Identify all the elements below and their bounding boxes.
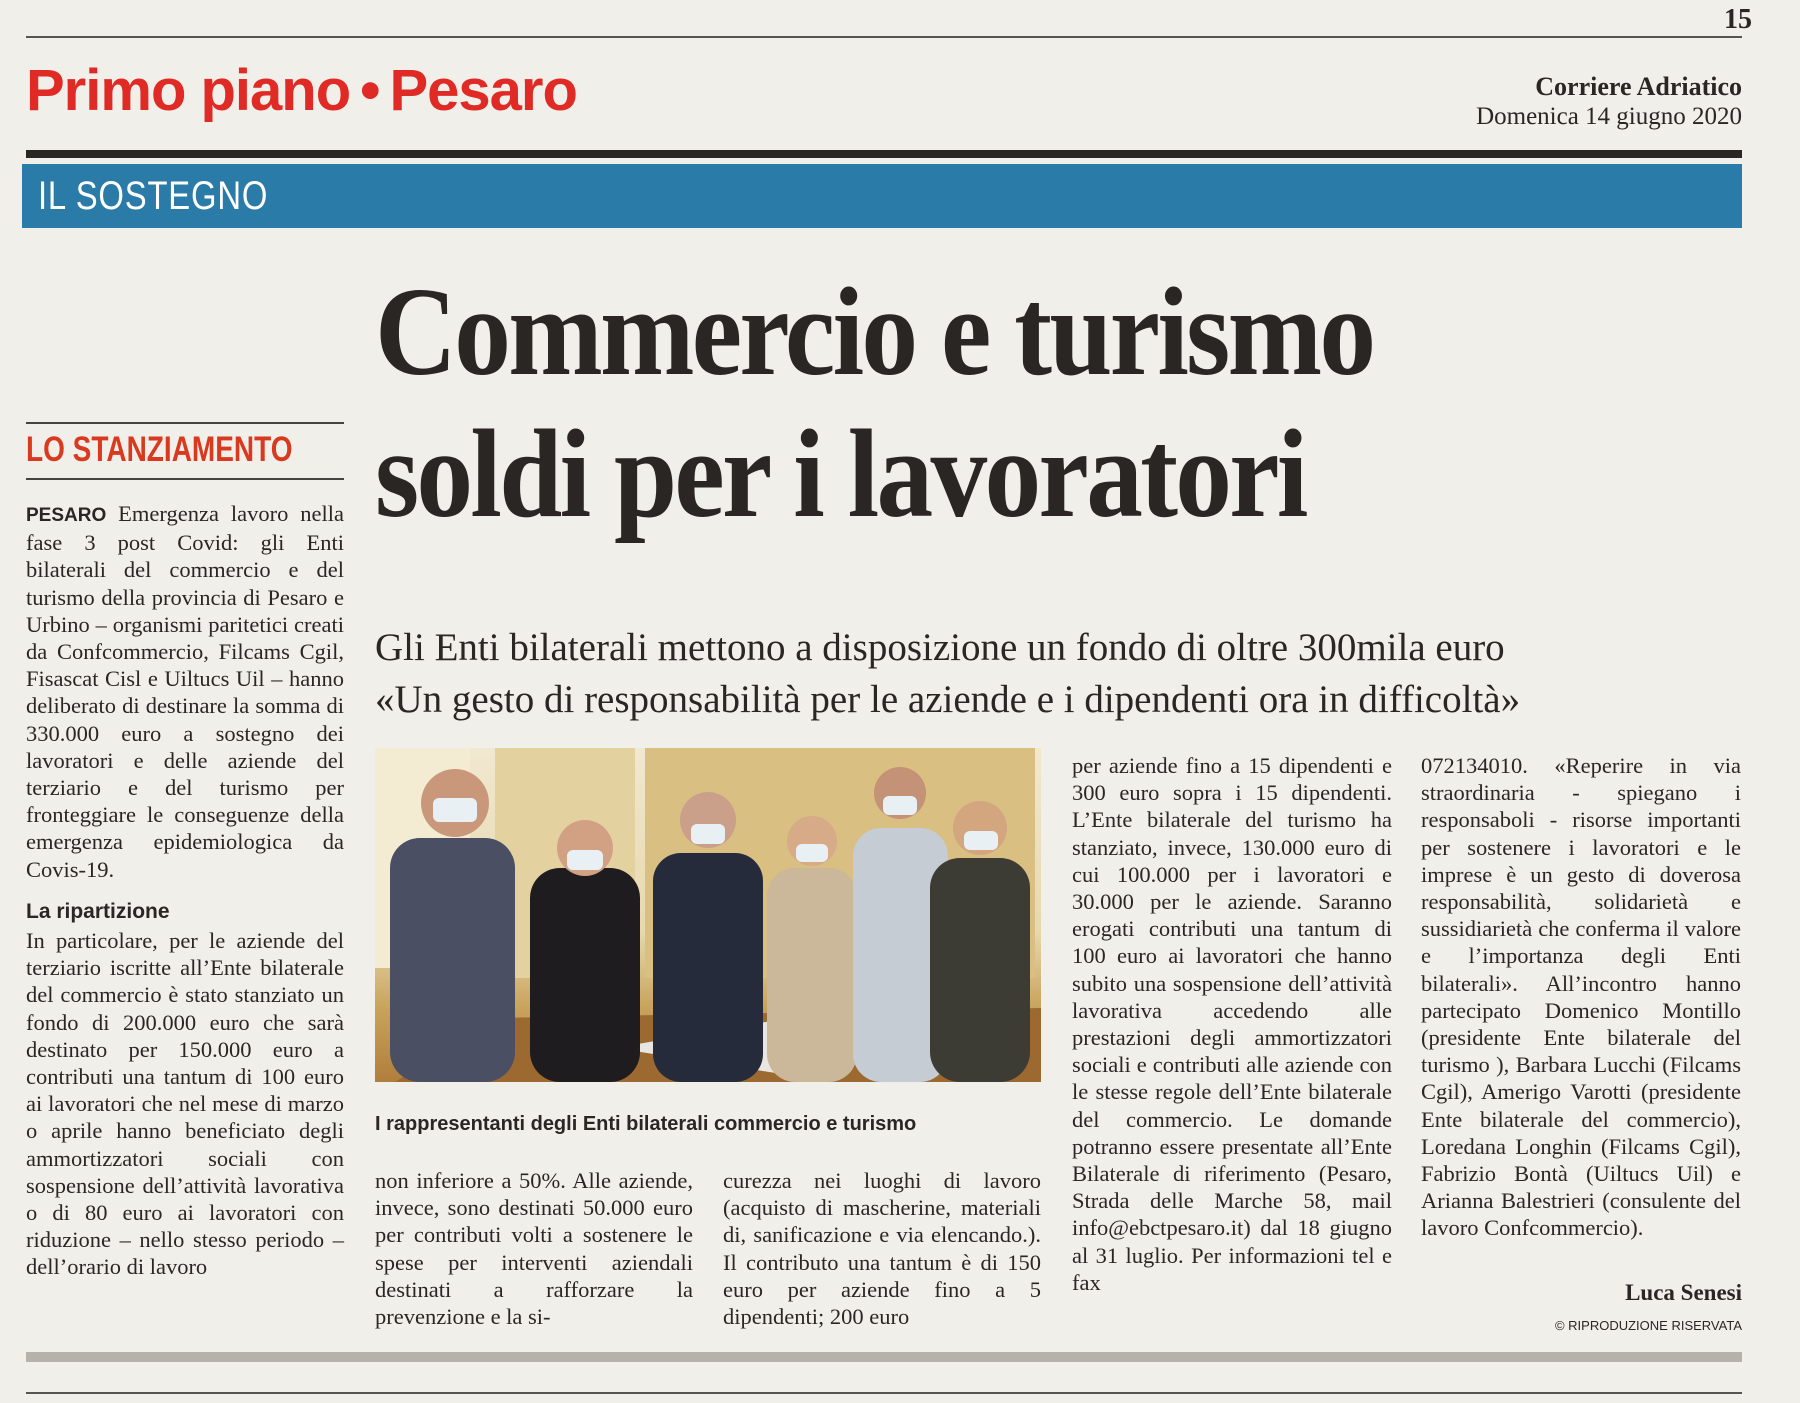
column-1-text: In particolare, per le aziende del terziario iscritte all’Ente bilaterale del commercio è stato stanziato un fondo di 200.000 euro che sarà destinato per 150.000 euro a contributi una tantum di 100 euro ai lavoratori che nel mese di marzo o aprile hanno beneficiato degli ammortizzatori sociali con sospensione dell’attività lavorativa o di 80 euro ai lavoratori con riduzione – nello stesso periodo – dell’orario di lavoro xyxy=(26,928,344,1280)
copyright-notice: © RIPRODUZIONE RISERVATA xyxy=(1554,1318,1742,1333)
photo-person xyxy=(390,838,515,1082)
section-header xyxy=(26,56,577,126)
article-subheading: La ripartizione xyxy=(26,899,170,923)
bottom-rule xyxy=(26,1352,1742,1362)
subheadline xyxy=(375,622,1520,726)
section-separator: • xyxy=(360,58,380,123)
photo-caption: I rappresentanti degli Enti bilaterali commercio e turismo xyxy=(375,1113,917,1135)
article-column-3: curezza nei luoghi di lavoro (acquisto di mascherine, materiali di, sanificazione e via elencando.). Il contributo una tantum è di 150 euro per aziende fino a 5 dipendenti; 200 euro xyxy=(723,1168,1041,1330)
intro-paragraph xyxy=(26,500,344,883)
side-label: LO STANZIAMENTO xyxy=(26,430,293,469)
side-label-rule-bottom xyxy=(26,478,344,480)
photo-person xyxy=(767,868,857,1082)
page-number: 15 xyxy=(1724,4,1752,35)
side-label-rule-top xyxy=(26,422,344,424)
article-column-4: per aziende fino a 15 dipendenti e 300 euro sopra i 15 dipendenti. L’Ente bilaterale del turismo ha stanziato, invece, 130.000 euro di cui 100.000 per i lavoratori e 30.000 per le aziende. Saranno erogati contributi una tantum di 100 euro ai lavoratori che hanno subito una sospensione dell’attività lavorativa accedendo alle prestazioni degli ammortizzatori sociali e contributi alle aziende con le stesse regole dell’Ente bilaterale del commercio. Le domande potranno essere presentate all’Ente Bilaterale di riferimento (Pesaro, Strada delle Marche 58, mail info@ebctpesaro.it) dal 18 giugno al 31 luglio. Per informazioni tel e fax xyxy=(1072,753,1392,1295)
photo-person xyxy=(653,853,763,1082)
publication-name: Corriere Adriatico xyxy=(1535,72,1742,101)
section-name: Primo piano xyxy=(26,58,351,123)
publication-date: Domenica 14 giugno 2020 xyxy=(1476,103,1742,130)
section-city: Pesaro xyxy=(389,58,577,123)
subhead-line-2: «Un gesto di responsabilità per le aziende e i dipendenti ora in difficoltà» xyxy=(375,678,1521,721)
intro-text: Emergenza lavoro nella fase 3 post Covid: gli Enti bilaterali del commercio e del turismo della provincia di Pesaro e Urbino – organismi paritetici creati da Confcommercio, Filcams Cgil, Fisascat Cisl e Uiltucs Uil – hanno deliberato di destinare la somma di 330.000 euro a sostegno dei lavoratori e delle aziende del terziario e del turismo per fronteggiare le conseguenze della emergenza epidemiologica da Covis-19. xyxy=(26,501,344,882)
header-rule xyxy=(26,150,1742,158)
bottom-rule-thin xyxy=(26,1392,1742,1394)
photo-person xyxy=(530,868,640,1082)
article-column-1 xyxy=(26,500,344,1281)
photo-illustration xyxy=(375,748,1041,1082)
photo-person xyxy=(930,858,1030,1082)
dateline: PESARO xyxy=(26,505,107,526)
headline-line-2: soldi per i lavoratori xyxy=(375,405,1306,544)
category-label: IL SOSTEGNO xyxy=(38,174,269,218)
article-column-2: non inferiore a 50%. Alle aziende, invece, sono destinati 50.000 euro per contributi volti a sostenere le spese per interventi aziendali destinati a rafforzare la prevenzione e la si- xyxy=(375,1168,693,1330)
byline: Luca Senesi xyxy=(1625,1280,1742,1305)
headline-line-1: Commercio e turismo xyxy=(375,263,1374,402)
article-photo xyxy=(375,748,1041,1082)
article-column-5: 072134010. «Reperire in via straordinaria - spiegano i responsaboli - risorse importanti per sostenere i lavoratori e le imprese è un gesto di doverosa responsabilità, solidarietà e sussidiarietà che conferma il valore e l’importanza degli Enti bilaterali». All’incontro hanno partecipato Domenico Montillo (presidente Ente bilaterale del turismo ), Barbara Lucchi (Filcams Cgil), Amerigo Varotti (presidente Ente bilaterale del commercio), Loredana Longhin (Filcams Cgil), Fabrizio Bontà (Uiltucs Uil) e Arianna Balestrieri (consulente del lavoro Confcommercio). xyxy=(1421,753,1741,1241)
top-rule xyxy=(26,36,1742,38)
subhead-line-1: Gli Enti bilaterali mettono a disposizione un fondo di oltre 300mila euro xyxy=(375,626,1505,669)
masthead xyxy=(1476,72,1742,132)
category-band xyxy=(22,164,1742,228)
headline xyxy=(375,262,1373,546)
